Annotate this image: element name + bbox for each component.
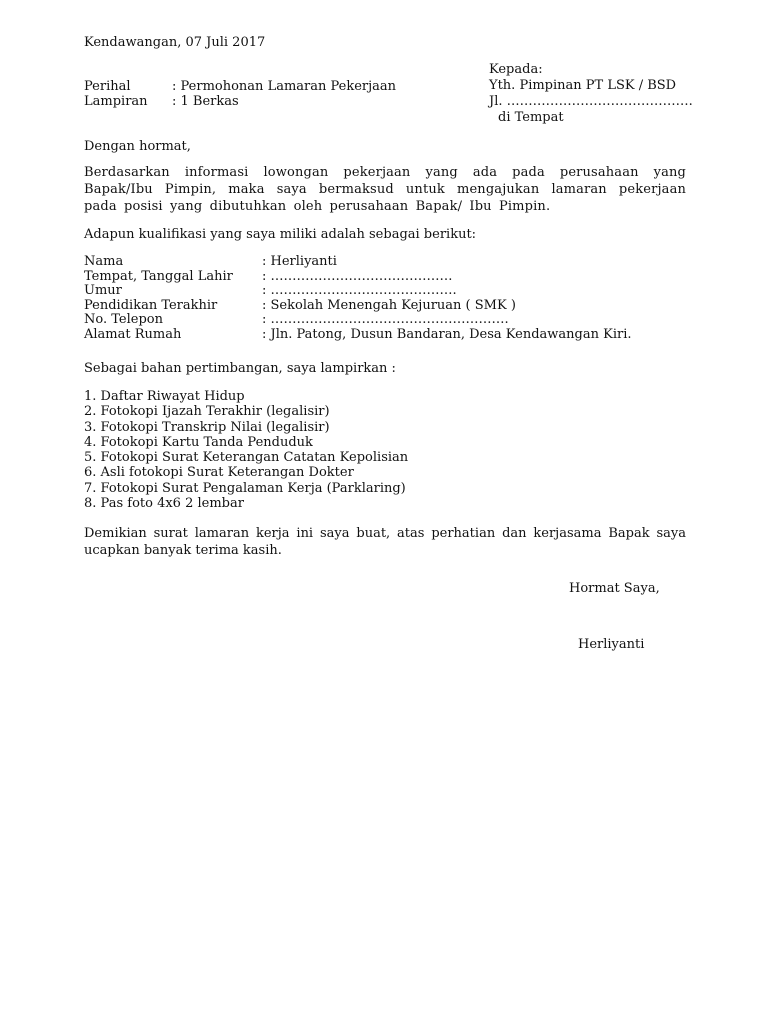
qualification-row (84, 255, 632, 270)
subject-value: : Permohonan Lamaran Pekerjaan (172, 79, 397, 94)
qualification-row (84, 299, 632, 314)
recipient-block (489, 62, 693, 126)
attachment-item: 8. Pas foto 4x6 2 lembar (84, 496, 244, 512)
qualification-key: Tempat, Tanggal Lahir (84, 268, 233, 284)
attachment-item: 5. Fotokopi Surat Keterangan Catatan Kepolisian (84, 450, 409, 466)
qualification-key: Nama (84, 254, 124, 269)
qualification-row (84, 328, 632, 343)
place-date: Kendawangan, 07 Juli 2017 (84, 35, 266, 50)
qualification-key: No. Telepon (84, 312, 163, 327)
attachment-list (84, 389, 408, 511)
qualification-value: : Sekolah Menengah Kejuruan ( SMK ) (262, 297, 516, 313)
qualification-key: Pendidikan Terakhir (84, 297, 218, 313)
qualification-value: : Jln. Patong, Dusun Bandaran, Desa Kendawangan Kiri. (262, 326, 632, 342)
intro-paragraph: Berdasarkan informasi lowongan pekerjaan yang ada pada perusahaan yang Bapak/Ibu Pimpin, maka saya bermaksud untuk mengajukan lamaran pekerjaan pada posisi yang dibutuhkan oleh perusahaan Bapak/ Ibu Pimpin. (84, 165, 686, 214)
qualification-value: : ……………………………………. (262, 283, 457, 298)
attachment-item: 3. Fotokopi Transkrip Nilai (legalisir) (84, 419, 330, 435)
attachment-count-row (84, 94, 239, 109)
subject-row (84, 79, 396, 94)
signer-name: Herliyanti (578, 637, 645, 652)
recipient-to-label: Kepada: (489, 62, 543, 77)
recipient-name: Yth. Pimpinan PT LSK / BSD (489, 78, 677, 93)
subject-key: Perihal (84, 79, 131, 94)
attachments-intro: Sebagai bahan pertimbangan, saya lampirkan : (84, 361, 396, 376)
qualification-intro: Adapun kualifikasi yang saya miliki adalah sebagai berikut: (84, 227, 477, 242)
attachment-item: 4. Fotokopi Kartu Tanda Penduduk (84, 434, 313, 450)
recipient-address: Jl. ……………………………………. (489, 94, 693, 109)
attachment-item: 7. Fotokopi Surat Pengalaman Kerja (Parklaring) (84, 480, 406, 496)
qualification-value: : ………………………………………………. (262, 312, 509, 327)
signoff: Hormat Saya, (569, 581, 660, 596)
qualification-value: : …………………………………… (262, 268, 453, 284)
closing-paragraph: Demikian surat lamaran kerja ini saya buat, atas perhatian dan kerjasama Bapak saya ucapkan banyak terima kasih. (84, 526, 686, 558)
qualification-row (84, 270, 632, 285)
attachment-item: 1. Daftar Riwayat Hidup (84, 389, 245, 404)
attachment-item: 2. Fotokopi Ijazah Terakhir (legalisir) (84, 404, 330, 420)
qualification-value: : Herliyanti (262, 254, 337, 269)
qualification-key: Umur (84, 283, 122, 298)
attachment-count-key: Lampiran (84, 94, 148, 109)
qualification-row (84, 284, 632, 299)
greeting: Dengan hormat, (84, 139, 191, 154)
attachment-item: 6. Asli fotokopi Surat Keterangan Dokter (84, 465, 354, 481)
recipient-location: di Tempat (498, 110, 564, 125)
attachment-count-value: : 1 Berkas (172, 94, 239, 109)
qualification-row (84, 313, 632, 328)
qualification-table (84, 255, 632, 342)
qualification-key: Alamat Rumah (84, 326, 182, 342)
